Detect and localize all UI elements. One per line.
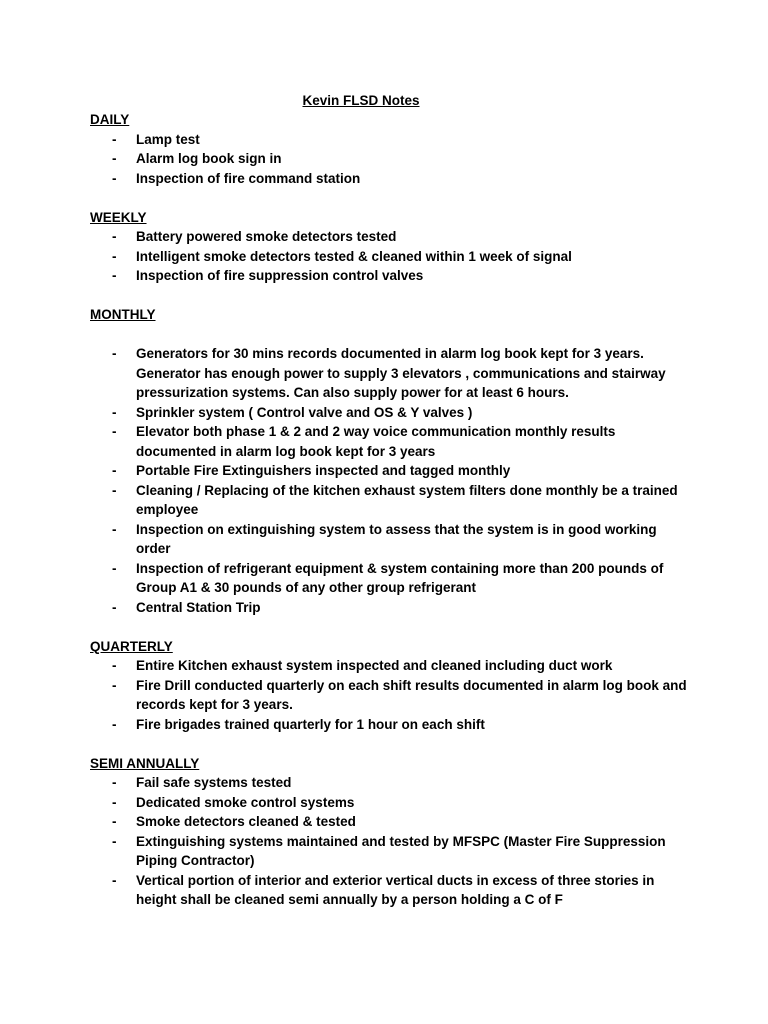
list-item <box>90 227 690 247</box>
list-item <box>90 247 690 267</box>
bullet-dash: - <box>112 599 117 615</box>
section-heading-daily: DAILY <box>90 112 130 127</box>
list-item <box>90 481 690 520</box>
list-item-text: Dedicated smoke control systems <box>136 794 355 810</box>
bullet-dash: - <box>112 814 117 829</box>
bullet-dash: - <box>112 872 117 888</box>
section-monthly <box>90 305 690 617</box>
section-weekly <box>90 208 690 286</box>
list-item-text: Vertical portion of interior and exterior vertical ducts in excess of three stories in height shall be cleaned semi annually by a person holding a C of F <box>136 872 655 907</box>
semi-annually-list <box>90 773 690 910</box>
list-item <box>90 656 690 676</box>
bullet-dash: - <box>112 151 117 166</box>
list-item-text: Elevator both phase 1 & 2 and 2 way voice communication monthly results documented in alarm log book kept for 3 years <box>136 424 616 459</box>
list-item <box>90 266 690 286</box>
list-item-text: Intelligent smoke detectors tested & cleaned within 1 week of signal <box>136 248 572 264</box>
list-item-text: Battery powered smoke detectors tested <box>136 229 397 244</box>
list-item-text: Fail safe systems tested <box>136 775 292 790</box>
quarterly-list <box>90 656 690 734</box>
spacer <box>90 286 690 306</box>
list-item <box>90 403 690 423</box>
list-item <box>90 559 690 598</box>
list-item <box>90 149 690 169</box>
bullet-dash: - <box>112 658 117 673</box>
list-item-text: Central Station Trip <box>136 599 261 615</box>
bullet-dash: - <box>112 716 117 732</box>
list-item-text: Entire Kitchen exhaust system inspected and cleaned including duct work <box>136 658 613 673</box>
list-item-text: Extinguishing systems maintained and tested by MFSPC (Master Fire Suppression Piping Contractor) <box>136 833 666 868</box>
list-item-text: Generators for 30 mins records documented in alarm log book kept for 3 years. Generator has enough power to supply 3 elevators , communications and stairway pressurization systems. Can also supply power for at least 6 hours. <box>136 346 666 400</box>
spacer <box>90 325 690 345</box>
section-semi-annually <box>90 754 690 910</box>
list-item-text: Inspection of fire suppression control valves <box>136 268 424 283</box>
weekly-list <box>90 227 690 286</box>
list-item <box>90 715 690 735</box>
bullet-dash: - <box>112 170 117 186</box>
list-item-text: Lamp test <box>136 131 200 147</box>
bullet-dash: - <box>112 346 117 361</box>
list-item-text: Inspection of refrigerant equipment & system containing more than 200 pounds of Group A1 & 30 pounds of any other group refrigerant <box>136 560 664 595</box>
list-item <box>90 130 690 150</box>
list-item <box>90 598 690 618</box>
list-item-text: Portable Fire Extinguishers inspected and tagged monthly <box>136 463 511 478</box>
bullet-dash: - <box>112 482 117 498</box>
bullet-dash: - <box>112 833 117 849</box>
bullet-dash: - <box>112 463 117 478</box>
bullet-dash: - <box>112 268 117 283</box>
list-item <box>90 793 690 813</box>
list-item-text: Alarm log book sign in <box>136 151 282 166</box>
list-item-text: Smoke detectors cleaned & tested <box>136 814 356 829</box>
bullet-dash: - <box>112 521 117 537</box>
section-heading-weekly: WEEKLY <box>90 209 147 225</box>
list-item-text: Inspection on extinguishing system to assess that the system is in good working order <box>136 521 657 556</box>
list-item <box>90 520 690 559</box>
bullet-dash: - <box>112 424 117 439</box>
section-heading-monthly: MONTHLY <box>90 307 156 322</box>
list-item <box>90 169 690 189</box>
monthly-list <box>90 344 690 617</box>
spacer <box>90 617 690 637</box>
bullet-dash: - <box>112 677 117 693</box>
list-item <box>90 344 690 403</box>
bullet-dash: - <box>112 131 117 147</box>
spacer <box>90 188 690 208</box>
list-item <box>90 676 690 715</box>
bullet-dash: - <box>112 229 117 244</box>
list-item-text: Fire brigades trained quarterly for 1 hour on each shift <box>136 716 485 732</box>
section-daily <box>90 110 690 188</box>
bullet-dash: - <box>112 404 117 420</box>
section-quarterly <box>90 637 690 735</box>
document-page <box>90 91 690 910</box>
list-item <box>90 773 690 793</box>
list-item <box>90 812 690 832</box>
section-heading-quarterly: QUARTERLY <box>90 638 173 654</box>
list-item-text: Fire Drill conducted quarterly on each shift results documented in alarm log book and records kept for 3 years. <box>136 677 687 712</box>
bullet-dash: - <box>112 248 117 264</box>
bullet-dash: - <box>112 794 117 810</box>
list-item <box>90 422 690 461</box>
spacer <box>90 734 690 754</box>
document-title: Kevin FLSD Notes <box>302 93 420 108</box>
list-item-text: Cleaning / Replacing of the kitchen exhaust system filters done monthly be a trained employee <box>136 482 678 517</box>
daily-list <box>90 130 690 189</box>
bullet-dash: - <box>112 775 117 790</box>
list-item <box>90 871 690 910</box>
list-item <box>90 461 690 481</box>
section-heading-semi-annually: SEMI ANNUALLY <box>90 755 200 771</box>
list-item-text: Sprinkler system ( Control valve and OS & Y valves ) <box>136 404 473 420</box>
bullet-dash: - <box>112 560 117 576</box>
list-item <box>90 832 690 871</box>
list-item-text: Inspection of fire command station <box>136 170 361 186</box>
